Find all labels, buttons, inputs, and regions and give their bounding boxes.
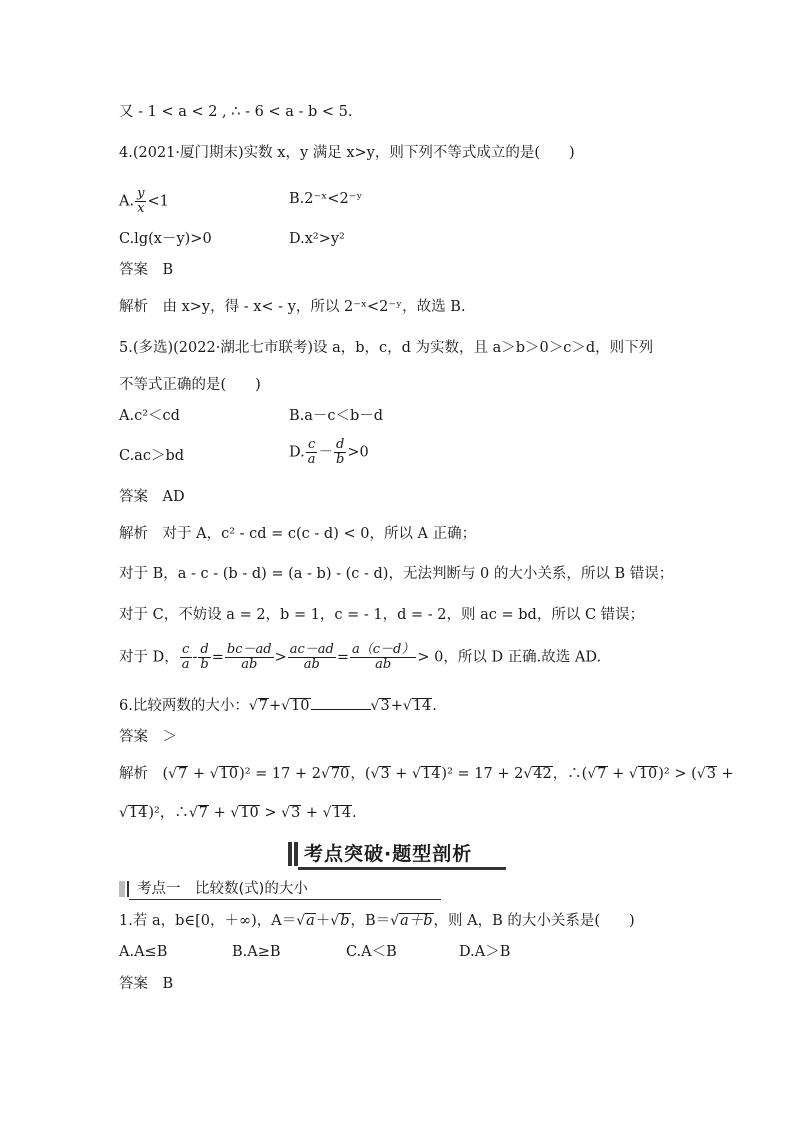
prev-conclusion-line: 又 - 1 < a < 2 , ∴ - 6 < a - b < 5. [119, 104, 353, 120]
q4-option-a: A. $\frac{y}{x}$ <1 [119, 186, 169, 216]
banner-bar-icon [294, 842, 298, 866]
q4-answer: 答案 B [119, 262, 174, 278]
banner-bar-icon [288, 842, 292, 866]
banner-underline [298, 867, 506, 870]
q6-analysis-line1: 解析 (√7 + √10)² = 17 + 2√70，(√3 + √14)² = 17 + 2√42，∴(√7 + √10)² > (√3 + [119, 766, 734, 782]
q4-option-c: C.lg(x－y)>0 [119, 231, 212, 247]
ex1-option-c: C.A＜B [346, 944, 397, 960]
topic-marker-icon [119, 881, 125, 897]
q4-analysis: 解析 由 x>y，得 - x< - y，所以 2⁻ˣ<2⁻ʸ，故选 B. [119, 299, 466, 315]
topic-label: 考点一 比较数(式)的大小 [137, 881, 308, 897]
section-title: 考点突破·题型剖析 [304, 843, 473, 865]
q5-analysis-a: 解析 对于 A，c² - cd = c(c - d) < 0，所以 A 正确； [119, 526, 477, 542]
topic-underline [129, 899, 441, 900]
q6-stem: 6.比较两数的大小：√7+√10 √3+√14. [119, 695, 437, 716]
q5-analysis-c: 对于 C，不妨设 a = 2，b = 1，c = - 1，d = - 2，则 ac = bd，所以 C 错误； [119, 607, 645, 623]
q6-analysis-line2: √14)²，∴√7 + √10 > √3 + √14. [119, 805, 357, 821]
q5-analysis-b: 对于 B，a - c - (b - d) = (a - b) - (c - d)，无法判断与 0 的大小关系，所以 B 错误； [119, 566, 674, 582]
q5-stem-line1: 5.(多选)(2022·湖北七市联考)设 a，b，c，d 为实数，且 a＞b＞0＞c＞d，则下列 [119, 340, 654, 356]
ex1-option-a: A.A≤B [119, 944, 168, 960]
topic-heading [119, 879, 441, 899]
q5-stem-line2: 不等式正确的是( ) [119, 377, 261, 393]
q6-answer: 答案 ＞ [119, 729, 177, 745]
section-banner [288, 840, 506, 868]
q5-option-c: C.ac＞bd [119, 448, 185, 464]
ex1-option-d: D.A＞B [459, 944, 511, 960]
answer-blank[interactable] [311, 695, 371, 710]
q5-answer: 答案 AD [119, 489, 185, 505]
q4-option-b: B.2⁻ˣ<2⁻ʸ [289, 191, 363, 207]
q5-option-a: A.c²＜cd [119, 408, 180, 424]
q5-option-d: D. $\frac{c}{a}$ － $\frac{d}{b}$ >0 [289, 437, 369, 467]
ex1-answer: 答案 B [119, 976, 174, 992]
topic-marker-icon [127, 881, 129, 897]
q5-option-b: B.a－c＜b－d [289, 408, 384, 424]
q5-analysis-d: 对于 D， $\frac{c}{a}$ - $\frac{d}{b}$ = $\frac{bc-ad}{ab}$ > $\frac{ac-ad}{ab}$ = $\frac{a(c-d)}{ab}$ > 0，所以 D 正确.故选 AD. [119, 642, 602, 672]
q4-stem: 4.(2021·厦门期末)实数 x，y 满足 x>y，则下列不等式成立的是( ) [119, 145, 575, 161]
ex1-option-b: B.A≥B [232, 944, 281, 960]
q4-option-d: D.x²>y² [289, 231, 345, 247]
ex1-stem: 1.若 a，b∈[0，＋∞)，A＝√a＋√b，B＝√a＋b，则 A，B 的大小关系是( ) [119, 913, 635, 929]
